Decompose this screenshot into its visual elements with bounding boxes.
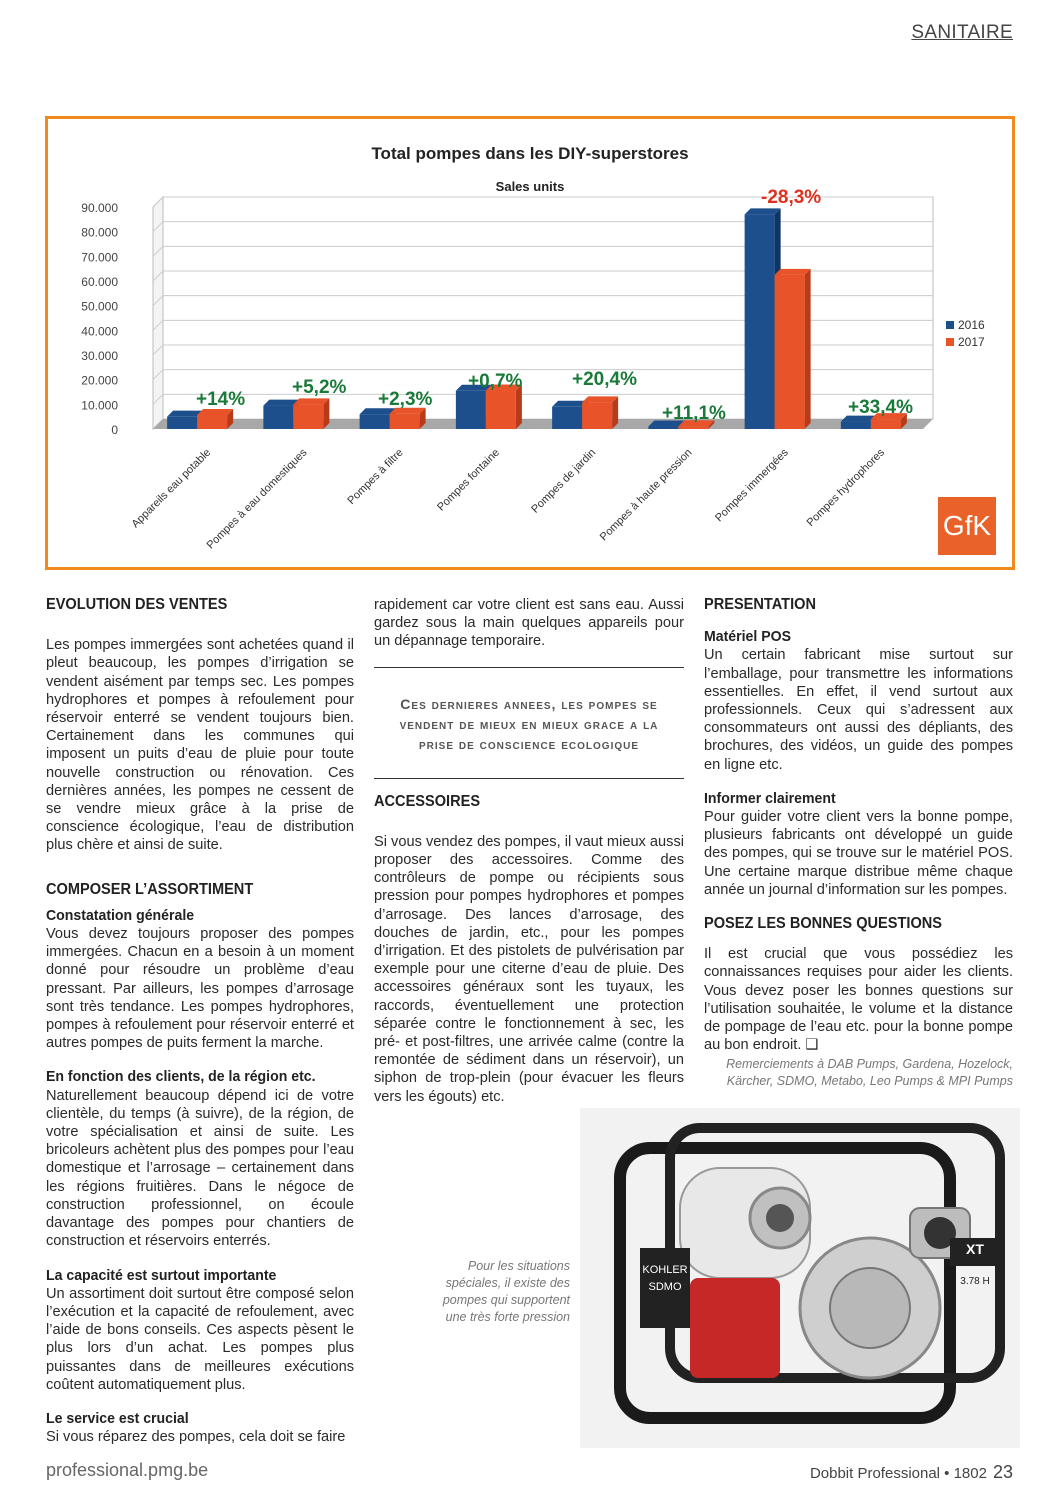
bar-chart (48, 119, 1012, 567)
paragraph: Un assortiment doit surtout être composé selon l’exécution et la capacité de refoulement, avec l’aide de bons conseils. Ces aspects pèsent le plus lors d’un achat. Les pompes plus puissantes dans de meilleures exécutions coûtent automatiquement plus. (46, 1285, 354, 1393)
subheading: Constatation générale (46, 906, 195, 924)
heading-accessoires: ACCESSOIRES (374, 792, 481, 810)
paragraph: Les pompes immergées sont achetées quand il pleut beaucoup, les pompes d’irrigation se vendent aisément par temps sec. Les pompes hydrophores et pompes à refoulement pour réservoir enterré se vendent toujours bien. Certainement dans les communes qui imposent un puits d’eau de pluie pour toute nouvelle construction ou rénovation. Ces dernières années, les pompes ne cessent de se vendre mieux grâce à la prise de conscience écologique, l’eau de distribution plus chère et ainsi de suite. (46, 637, 354, 854)
y-tick-label: 10.000 (81, 398, 118, 413)
data-label: +33,4% (848, 397, 913, 418)
bar-2016 (552, 407, 582, 429)
paragraph: Si vous réparez des pompes, cela doit se faire (46, 1429, 346, 1446)
paragraph: Naturellement beaucoup dépend ici de votre clientèle, du temps (à suivre), de la région, de votre spécialisation et ainsi de suite. Les bricoleurs achètent plus des pompes pour l’eau domestique et l’arrosage – certainement dans les régions fruitières. Dans le négoce de construction professionnel, on écoule davantage des pompes pour chantiers de construction et réservoirs enterrés. (46, 1087, 354, 1250)
legend-swatch (946, 321, 954, 329)
footer-magazine (810, 1462, 1013, 1483)
bar-2017 (390, 414, 420, 429)
y-tick-label: 0 (111, 423, 118, 437)
paragraph: rapidement car votre client est sans eau. Aussi gardez sous la main quelques appareils pour un dépannage temporaire. (374, 597, 684, 650)
y-tick-label: 40.000 (81, 324, 118, 339)
chart-subtitle: Sales units (495, 179, 565, 194)
paragraph: Il est crucial que vous possédiez les connaissances requises pour aider les clients. Vous devez poser les bonnes questions sur l’utilisation souhaitée, le volume et la distance de pompage de l’eau etc. pour la bonne pompe au bon endroit. ❑ (704, 946, 1013, 1054)
photo-caption: Pour les situations spéciales, il existe des pompes qui supportent une très forte pression (442, 1259, 570, 1324)
svg-text:XT: XT (966, 1241, 984, 1257)
section-tag: SANITAIRE (911, 22, 1013, 43)
y-tick-label: 30.000 (81, 349, 118, 363)
x-tick-label: Pompes fontaine (435, 446, 502, 514)
svg-text:3.78 H: 3.78 H (960, 1276, 990, 1287)
bar-2016 (648, 427, 678, 429)
thanks-note: Remerciements à DAB Pumps, Gardena, Hozelock, Kärcher, SDMO, Metabo, Leo Pumps & MPI Pumps (726, 1057, 1013, 1089)
subheading: Matériel POS (704, 628, 791, 646)
y-tick-label: 20.000 (81, 373, 118, 388)
x-tick-label: Pompes de jardin (529, 446, 599, 516)
x-tick-label: Pompes hydrophores (804, 446, 887, 530)
paragraph: Vous devez toujours proposer des pompes immergées. Chacun en a besoin à un moment donné pour résoudre un problème d’eau pressant. Par ailleurs, les pompes d’arrosage sont très tendance. Les pompes hydrophores, pompes à refoulement pour réservoir enterré et autres pompes de puits ferment la marche. (46, 926, 354, 1052)
x-tick-label: Pompes immergées (713, 446, 791, 525)
legend-label: 2016 (958, 318, 985, 332)
chart-plot-area (163, 197, 933, 419)
heading-questions: POSEZ LES BONNES QUESTIONS (704, 915, 943, 933)
column-1 (46, 596, 354, 1462)
bar-2016 (263, 406, 293, 429)
data-label: +11,1% (662, 403, 726, 424)
bar-2016 (360, 414, 390, 429)
x-tick-label: Pompes à eau domestiques (204, 446, 310, 552)
x-tick-label: Appareils eau potable (129, 446, 214, 531)
gfk-logo: GfK (938, 497, 996, 555)
heading-evolution: EVOLUTION DES VENTES (46, 596, 228, 613)
subheading: Informer clairement (704, 789, 836, 807)
chart-title: Total pompes dans les DIY-superstores (371, 144, 689, 163)
data-label: +20,4% (572, 369, 637, 390)
y-tick-label: 90.000 (81, 201, 118, 215)
bar-2016 (167, 417, 197, 429)
bar-2016 (456, 391, 486, 429)
bar-2017 (775, 275, 805, 429)
subheading: En fonction des clients, de la région etc. (46, 1068, 316, 1086)
magazine-issue: Dobbit Professional • 1802 (809, 1465, 987, 1482)
subheading: Le service est crucial (46, 1409, 189, 1427)
data-label: +5,2% (292, 377, 347, 398)
legend-label: 2017 (958, 335, 985, 349)
column-2 (374, 596, 684, 1122)
legend-swatch (946, 338, 954, 346)
heading-assortiment: COMPOSER L’ASSORTIMENT (46, 880, 254, 898)
bar-top (775, 269, 811, 275)
x-tick-label: Pompes à filtre (345, 446, 406, 508)
bar-2017 (293, 404, 323, 429)
svg-text:SDMO: SDMO (648, 1281, 682, 1293)
y-tick-label: 80.000 (81, 225, 118, 240)
data-label: +2,3% (378, 389, 433, 410)
bar-2017 (678, 426, 708, 429)
data-label: -28,3% (761, 187, 822, 208)
bar-2016 (841, 422, 871, 429)
data-label: +14% (196, 389, 246, 410)
chart-panel (45, 116, 1015, 570)
y-tick-label: 70.000 (81, 250, 118, 265)
pull-quote: Ces dernieres annees, les pompes se vendent de mieux en mieux grace a la prise de conscience ecologique (374, 667, 684, 779)
paragraph: Si vous vendez des pompes, il vaut mieux aussi proposer des accessoires. Comme des contrôleurs de pompe ou récipients sous pression pour pompes hydrophores et pompes d’arrosage. Des lances d’arrosage, des douches de jardin, etc., pour les pompes d’irrigation. Et des pistolets de pulvérisation par exemple pour une citerne d’eau de pluie. Des accessoires généraux sont les tuyaux, les raccords, éventuellement une protection séparée contre le fonctionnement à sec, les pré- et post-filtres, une arrivée calme (contre la remontée de sédiment dans un réservoir), un siphon de trop-plein (pour évacuer les fleurs vers les égouts) etc. (374, 833, 684, 1105)
chart-side-wall (153, 197, 163, 429)
paragraph: Un certain fabricant mise surtout sur l’emballage, pour transmettre les informations essentielles. En effet, il vend surtout aux professionnels. Ceux qui s’adressent aux consommateurs ont aussi des dépliants, des brochures, des vidéos, un guide des pompes en ligne etc. (704, 647, 1013, 773)
bar-side (805, 269, 811, 429)
bar-top (293, 398, 329, 404)
bar-2017 (871, 419, 901, 429)
bar-top (745, 208, 781, 214)
water-pump-image (580, 1108, 1020, 1448)
heading-presentation: PRESENTATION (704, 596, 816, 613)
bar-2017 (197, 415, 227, 429)
subheading: La capacité est surtout importante (46, 1266, 277, 1284)
bar-2017 (582, 402, 612, 429)
y-tick-label: 50.000 (81, 299, 118, 314)
page-number: 23 (992, 1462, 1013, 1482)
paragraph: Pour guider votre client vers la bonne pompe, plusieurs fabricants ont développé un guide des pompes, qui se trouve sur le matériel POS. Une certaine marque distribue même chaque année un journal d’information sur les pompes. (704, 809, 1013, 898)
footer-url[interactable]: professional.pmg.be (46, 1460, 209, 1480)
bar-2016 (745, 214, 775, 429)
svg-text:KOHLER: KOHLER (642, 1264, 688, 1276)
bar-2017 (486, 391, 516, 429)
x-tick-label: Pompes à haute pression (597, 446, 695, 544)
column-3 (704, 596, 1013, 1090)
bar-top (582, 396, 618, 402)
y-tick-label: 60.000 (81, 275, 118, 289)
data-label: +0,7% (468, 371, 523, 392)
